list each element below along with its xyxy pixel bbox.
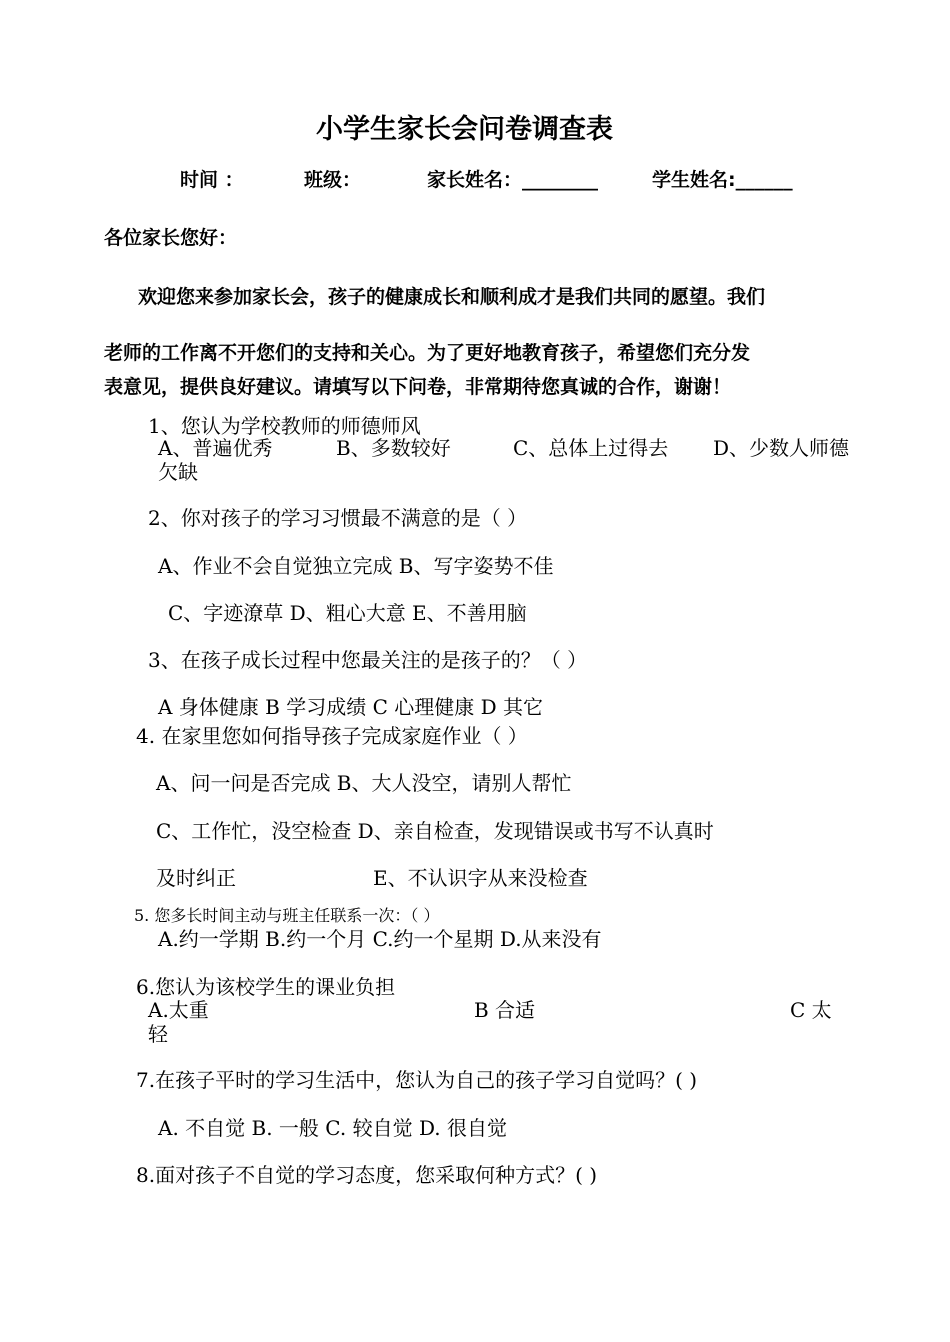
option-a: A.太重	[148, 998, 209, 1022]
options-line: A 身体健康 B 学习成绩 C 心理健康 D 其它	[158, 695, 543, 719]
options-line: C、工作忙，没空检查 D、亲自检查，发现错误或书写不认真时	[156, 819, 714, 843]
question-text: 6.您认为该校学生的课业负担	[136, 975, 396, 999]
question-text: 5. 您多长时间主动与班主任联系一次：（ ）	[134, 906, 440, 925]
question-text: 7.在孩子平时的学习生活中，您认为自己的孩子学习自觉吗？( )	[136, 1068, 698, 1092]
class-field-label: 班级：	[304, 169, 362, 191]
option-c: C 太	[790, 998, 832, 1022]
options-line: A.约一学期 B.约一个月 C.约一个星期 D.从来没有	[158, 927, 602, 951]
option-c-continued: 轻	[148, 1022, 168, 1046]
options-line: A. 不自觉 B. 一般 C. 较自觉 D. 很自觉	[158, 1116, 507, 1140]
intro-line: 欢迎您来参加家长会，孩子的健康成长和顺利成才是我们共同的愿望。我们	[138, 286, 766, 308]
options-line: 及时纠正	[156, 866, 236, 890]
student-name-field: 学生姓名:______	[652, 169, 793, 191]
question-text: 4. 在家里您如何指导孩子完成家庭作业（ ）	[136, 724, 528, 748]
time-field-label: 时间 ：	[180, 169, 244, 191]
question-text: 2、你对孩子的学习习惯最不满意的是（ ）	[148, 506, 528, 530]
options-line: A、作业不会自觉独立完成 B、写字姿势不佳	[158, 554, 554, 578]
option-b: B 合适	[474, 998, 536, 1022]
intro-line: 老师的工作离不开您们的支持和关心。为了更好地教育孩子，希望您们充分发	[104, 342, 751, 364]
option-b: B、多数较好	[336, 436, 451, 460]
option-d: D、少数人师德	[713, 436, 850, 460]
option-a: A、普遍优秀	[158, 436, 273, 460]
option-d-continued: 欠缺	[158, 460, 198, 484]
greeting: 各位家长您好：	[104, 227, 238, 249]
option-e: E、不认识字从来没检查	[373, 866, 588, 890]
intro-line: 表意见，提供良好建议。请填写以下问卷，非常期待您真诚的合作，谢谢！	[104, 376, 732, 398]
question-text: 8.面对孩子不自觉的学习态度，您采取何种方式？( )	[136, 1163, 598, 1187]
options-line: A、问一问是否完成 B、大人没空，请别人帮忙	[156, 771, 572, 795]
parent-name-field: 家长姓名：________	[427, 169, 599, 191]
option-c: C、总体上过得去	[513, 436, 669, 460]
question-text: 3、在孩子成长过程中您最关注的是孩子的？（ ）	[148, 648, 588, 672]
options-line: C、字迹潦草 D、粗心大意 E、不善用脑	[168, 601, 527, 625]
question-text: 1、您认为学校教师的师德师风	[148, 414, 421, 438]
page-title: 小学生家长会问卷调查表	[316, 114, 613, 145]
